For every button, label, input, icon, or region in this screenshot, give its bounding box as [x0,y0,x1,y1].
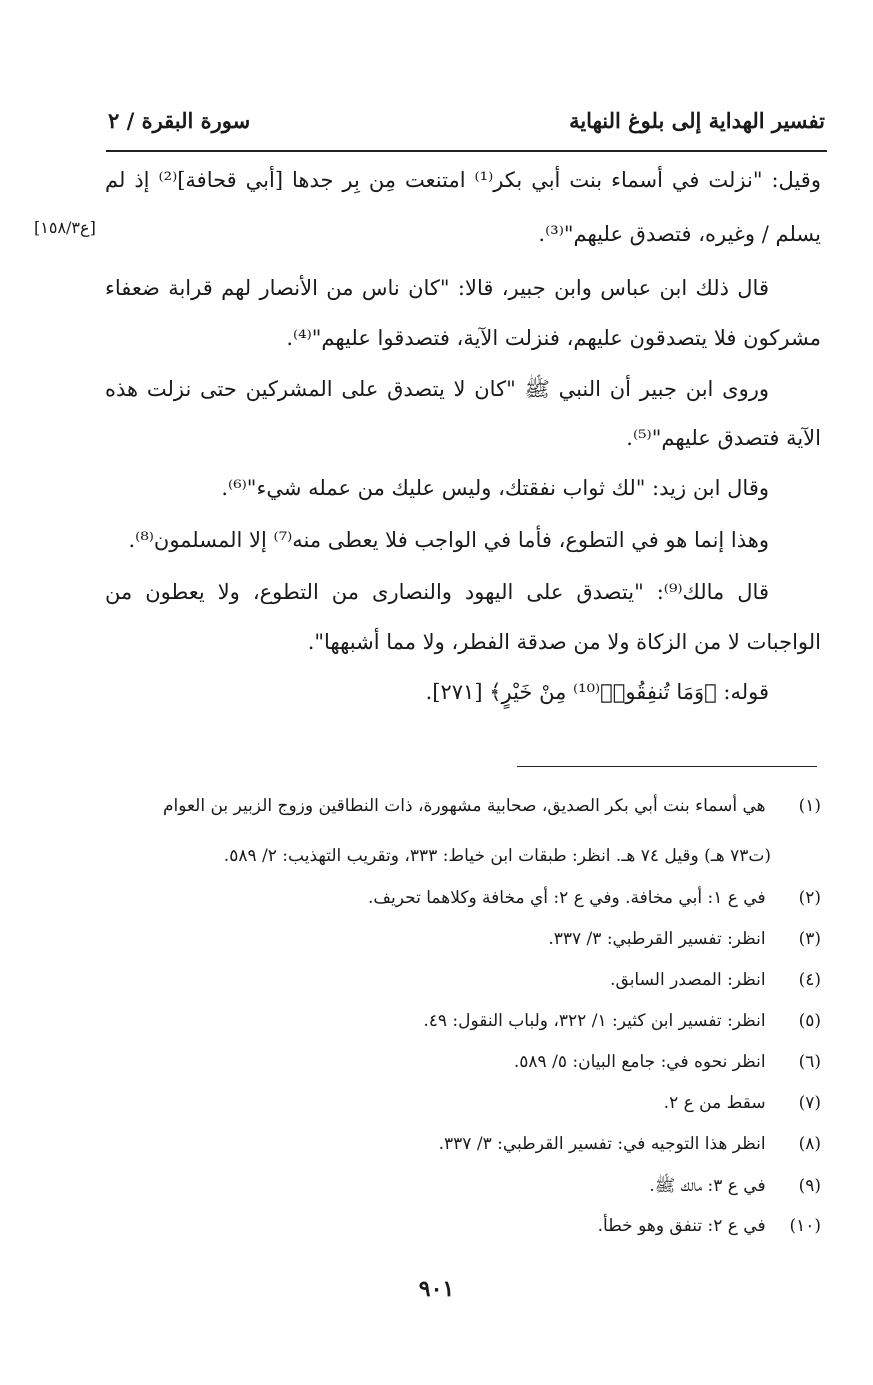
footnote-number: (١٠) [789,1216,821,1236]
manuscript-margin-reference: [ع١٥٨/٣] [34,218,96,237]
footnote [105,1216,821,1236]
text-line: مشركون فلا يتصدقون عليهم، فنزلت الآية، فتصدقوا عليهم"⁽⁴⁾. [286,326,821,350]
footnote [105,1093,821,1113]
footnote-number: (١) [798,796,821,816]
footnote-text: انظر: تفسير القرطبي: ٣/ ٣٣٧. [548,929,766,949]
footnote-text: انظر: المصدر السابق. [610,970,766,990]
text-line: وقال ابن زيد: "لك ثواب نفقتك، وليس عليك من عمله شيء"⁽⁶⁾. [221,476,769,500]
text-line: قال ذلك ابن عباس وابن جبير، قالا: "كان ناس من الأنصار لهم قرابة ضعفاء [105,276,769,300]
text-line: يسلم / وغيره، فتصدق عليهم"⁽³⁾. [538,222,821,246]
footnote-text: في ع ٢: تنفق وهو خطأ. [597,1216,766,1236]
footnote [105,929,821,949]
main-text [105,168,821,728]
header-rule [106,150,827,152]
text-line: الآية فتصدق عليهم"⁽⁵⁾. [626,426,821,450]
footnote-continuation: (ت٧٣ هـ) وقيل ٧٤ هـ. انظر: طبقات ابن خياط: ٣٣٣، وتقريب التهذيب: ٢/ ٥٨٩. [223,846,771,866]
text-line: وروى ابن جبير أن النبي ﷺ "كان لا يتصدق على المشركين حتى نزلت هذه [105,377,769,401]
footnote-number: (٣) [798,929,821,949]
footnote-number: (٤) [798,970,821,990]
footnote-number: (٧) [798,1093,821,1113]
text-line: الواجبات لا من الزكاة ولا من صدقة الفطر، ولا مما أشبهها". [307,630,821,654]
footnote [105,970,821,990]
text-line: قوله: ﴿وَمَا تُنفِقُوا۟⁽¹⁰⁾ مِنْ خَيْرٍ﴾ [٢٧١]. [425,680,769,704]
footnote [105,796,821,816]
running-header-surah: سورة البقرة / ٢ [108,108,251,133]
footnote [105,1052,821,1072]
text-line: قال مالك⁽⁹⁾: "يتصدق على اليهود والنصارى من التطوع، ولا يعطون من [105,580,769,604]
footnote-text: في ع ٣: مالك ﷺ. [649,1176,766,1196]
footnote-text: هي أسماء بنت أبي بكر الصديق، صحابية مشهورة، ذات النطاقين وزوج الزبير بن العوام [162,796,766,816]
footnote [105,1175,821,1200]
footnote-text: انظر هذا التوجيه في: تفسير القرطبي: ٣/ ٣٣٧. [438,1134,766,1154]
footnote [105,1134,821,1154]
footnote-text: في ع ١: أبي مخافة. وفي ع ٢: أي مخافة وكلاهما تحريف. [368,888,766,908]
footnotes [105,796,821,1246]
footnote-number: (٩) [798,1176,821,1196]
footnote-text: سقط من ع ٢. [663,1093,766,1113]
footnote-number: (٢) [798,888,821,908]
footnote-number: (٨) [798,1134,821,1154]
page-number: ٩٠١ [418,1276,455,1302]
text-line: وقيل: "نزلت في أسماء بنت أبي بكر⁽¹⁾ امتنعت مِن بِر جدها [أبي قحافة]⁽²⁾ إذ لم [105,168,821,192]
running-header-book-title: تفسير الهداية إلى بلوغ النهاية [569,108,825,133]
footnote-separator [517,766,817,767]
footnote [105,1011,821,1031]
footnote-text: انظر نحوه في: جامع البيان: ٥/ ٥٨٩. [513,1052,766,1072]
footnote-number: (٥) [798,1011,821,1031]
footnote [105,888,821,908]
text-line: وهذا إنما هو في التطوع، فأما في الواجب فلا يعطى منه⁽⁷⁾ إلا المسلمون⁽⁸⁾. [128,528,769,552]
footnote-number: (٦) [798,1052,821,1072]
footnote-text: انظر: تفسير ابن كثير: ١/ ٣٢٢، ولباب النقول: ٤٩. [423,1011,766,1031]
